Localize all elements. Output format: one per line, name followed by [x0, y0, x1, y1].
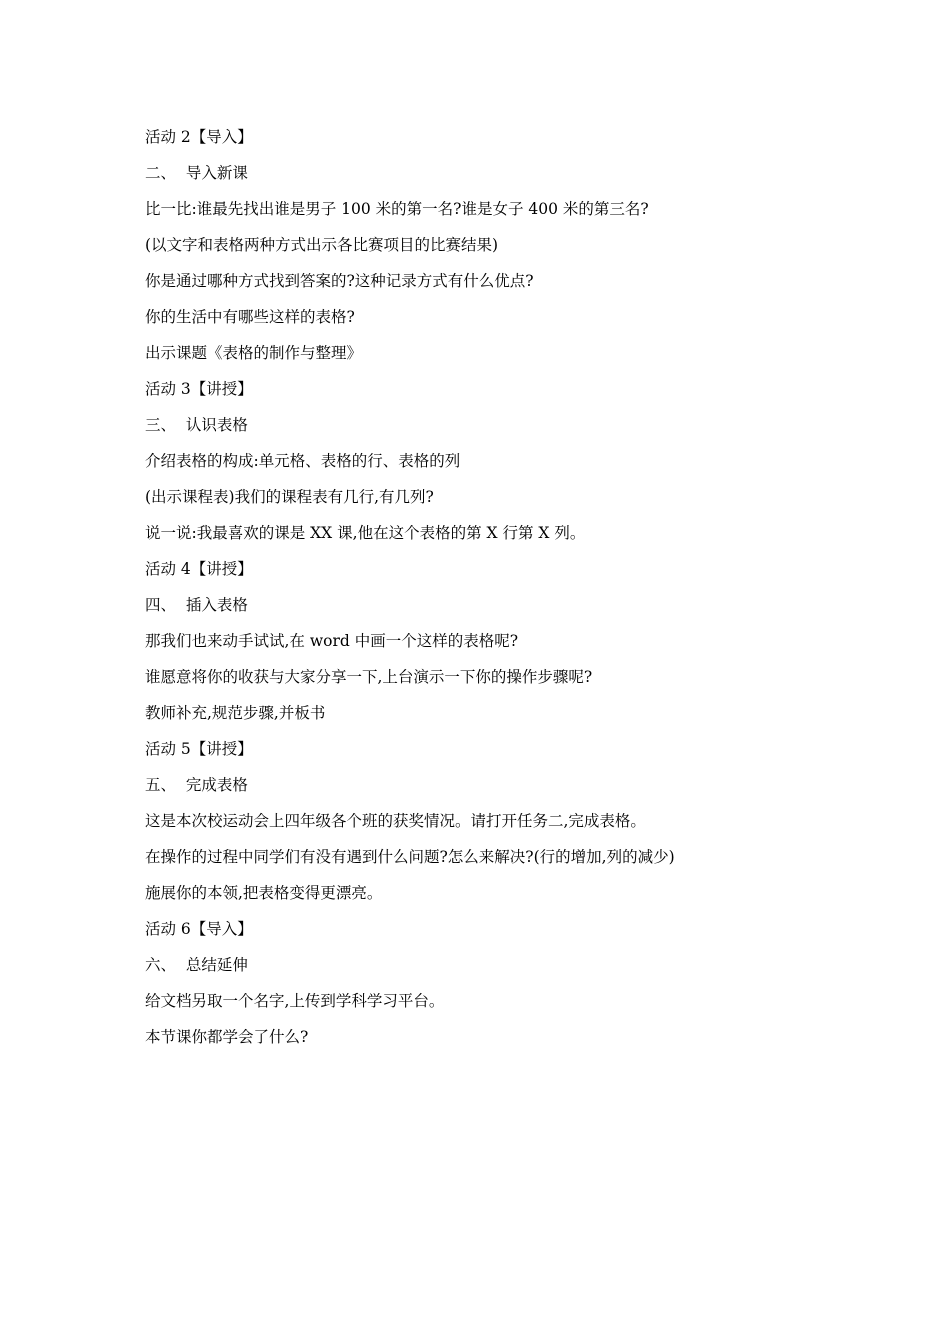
- paragraph: 介绍表格的构成:单元格、表格的行、表格的列: [145, 452, 461, 470]
- paragraph: 说一说:我最喜欢的课是 XX 课,他在这个表格的第 X 行第 X 列。: [145, 524, 586, 542]
- activity-3-heading: 活动 3【讲授】: [145, 380, 253, 398]
- activity-6-heading: 活动 6【导入】: [145, 920, 253, 938]
- activity-5-heading: 活动 5【讲授】: [145, 740, 253, 758]
- paragraph: 你是通过哪种方式找到答案的?这种记录方式有什么优点?: [145, 272, 534, 290]
- section-5-title: 五、 完成表格: [145, 776, 248, 794]
- paragraph: 教师补充,规范步骤,并板书: [145, 704, 326, 722]
- paragraph: (出示课程表)我们的课程表有几行,有几列?: [145, 488, 434, 506]
- paragraph: 谁愿意将你的收获与大家分享一下,上台演示一下你的操作步骤呢?: [145, 668, 593, 686]
- paragraph: 本节课你都学会了什么?: [145, 1028, 309, 1046]
- paragraph: 施展你的本领,把表格变得更漂亮。: [145, 884, 383, 902]
- paragraph: 你的生活中有哪些这样的表格?: [145, 308, 355, 326]
- paragraph: 这是本次校运动会上四年级各个班的获奖情况。请打开任务二,完成表格。: [145, 812, 646, 830]
- section-2-title: 二、 导入新课: [145, 164, 248, 182]
- activity-4-heading: 活动 4【讲授】: [145, 560, 253, 578]
- section-6-title: 六、 总结延伸: [145, 956, 248, 974]
- paragraph: 给文档另取一个名字,上传到学科学习平台。: [145, 992, 445, 1010]
- paragraph: 比一比:谁最先找出谁是男子 100 米的第一名?谁是女子 400 米的第三名?: [145, 200, 649, 218]
- section-4-title: 四、 插入表格: [145, 596, 248, 614]
- paragraph: (以文字和表格两种方式出示各比赛项目的比赛结果): [145, 236, 499, 254]
- section-3-title: 三、 认识表格: [145, 416, 248, 434]
- paragraph: 出示课题《表格的制作与整理》: [145, 344, 363, 362]
- paragraph: 那我们也来动手试试,在 word 中画一个这样的表格呢?: [145, 632, 519, 650]
- activity-2-heading: 活动 2【导入】: [145, 128, 253, 146]
- document-body: [145, 124, 825, 1060]
- paragraph: 在操作的过程中同学们有没有遇到什么问题?怎么来解决?(行的增加,列的减少): [145, 848, 675, 866]
